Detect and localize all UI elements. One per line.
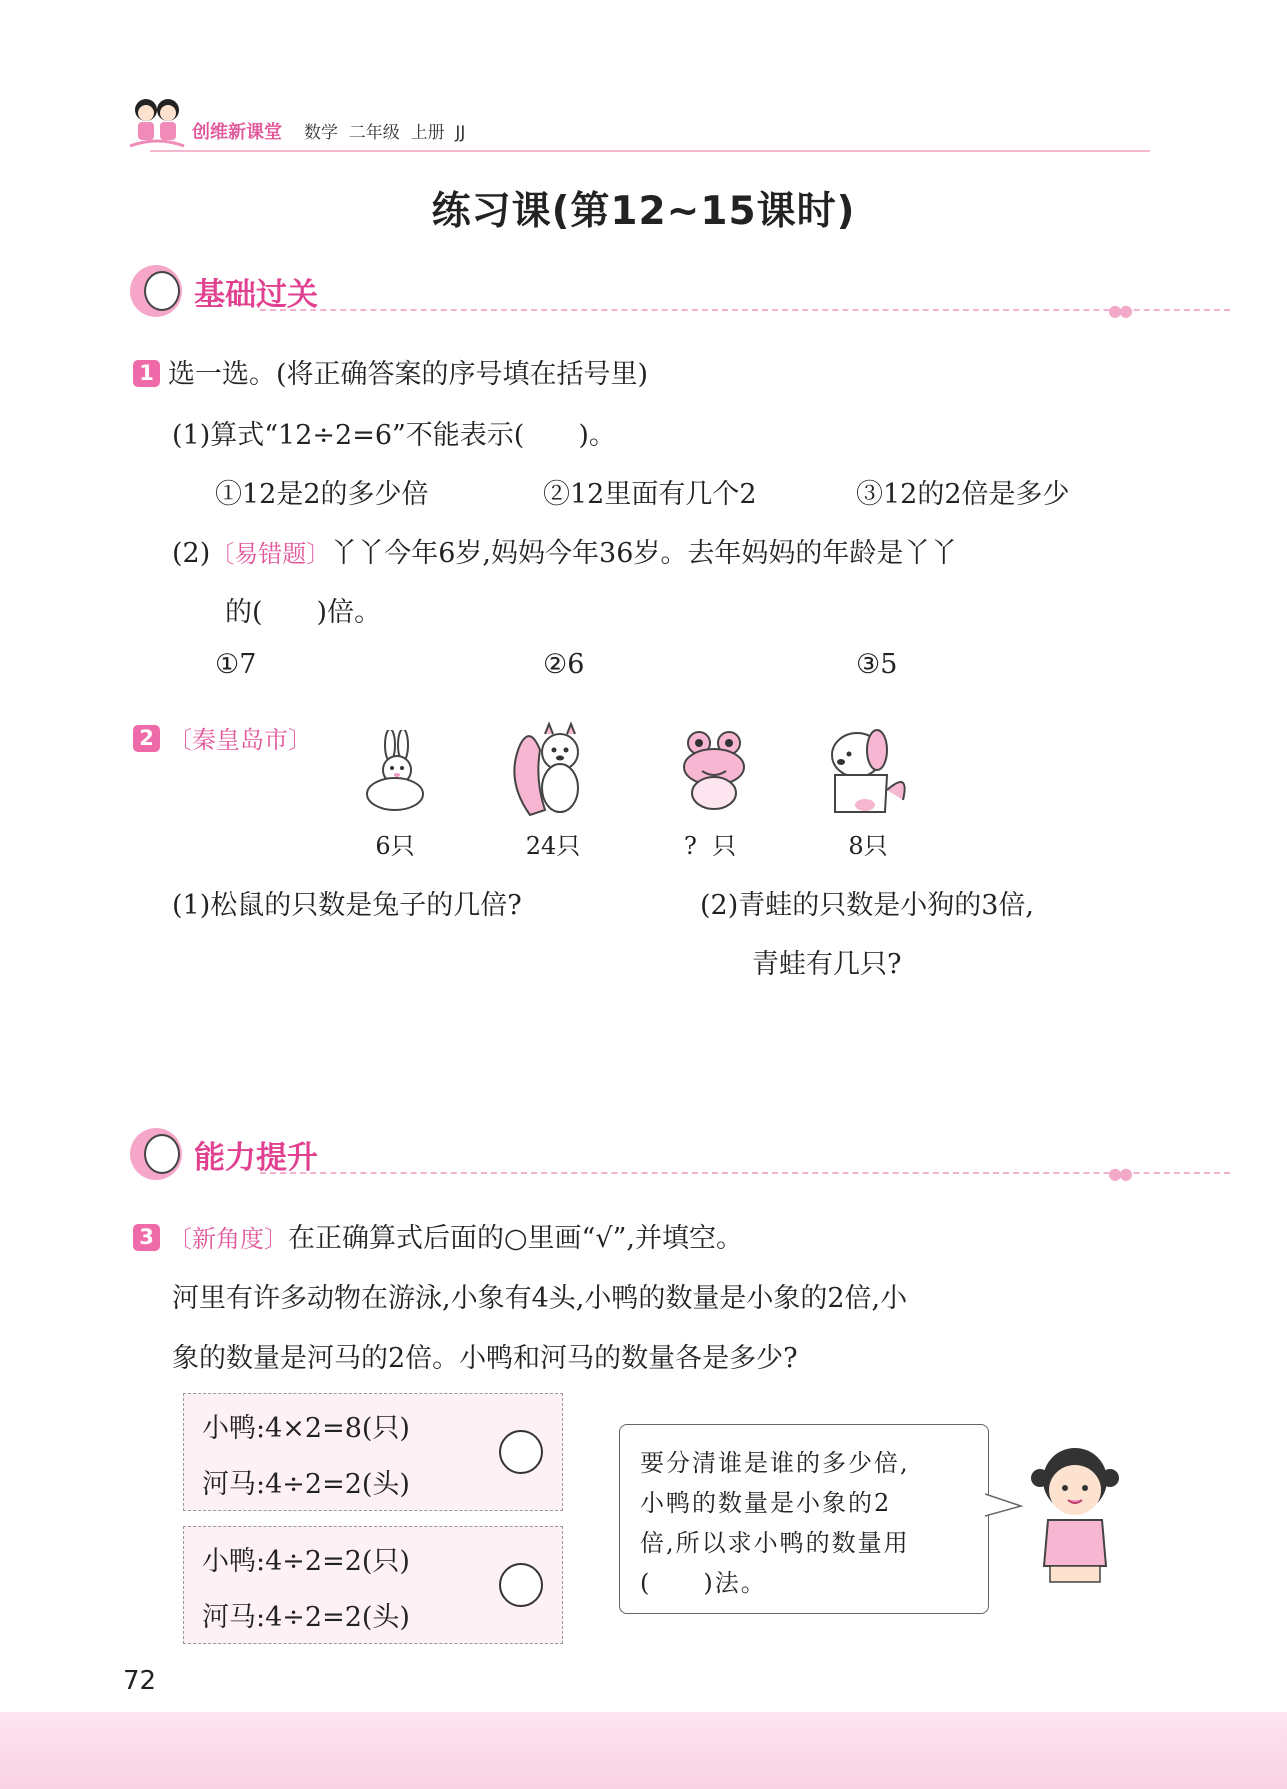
box-line: 小鸭:4÷2=2(只) xyxy=(202,1546,410,1577)
q1-part2-option-3: ③5 xyxy=(856,649,898,680)
q1-part2-stem-cont: 的( )倍。 xyxy=(225,597,382,628)
new-angle-tag: 〔新角度〕 xyxy=(168,1225,288,1253)
section-header-basic xyxy=(130,265,1130,320)
q2-sub1: (1)松鼠的只数是兔子的几倍? xyxy=(172,890,522,921)
animal-count: 24只 xyxy=(525,832,581,860)
q1-part2-option-2: ②6 xyxy=(543,649,585,680)
frog-icon xyxy=(672,725,757,815)
squirrel-icon xyxy=(505,720,600,820)
q1-part1-option-1: ①12是2的多少倍 xyxy=(215,479,429,510)
q1-part1-option-3: ③12的2倍是多少 xyxy=(856,479,1070,510)
mistake-tag: 〔易错题〕 xyxy=(210,540,331,568)
box-line: 河马:4÷2=2(头) xyxy=(202,1469,410,1500)
animal-count: 6只 xyxy=(375,832,415,860)
hint-line: 小鸭的数量是小象的2 xyxy=(640,1489,892,1517)
q3-text-line1: 河里有许多动物在游泳,小象有4头,小鸭的数量是小象的2倍,小 xyxy=(172,1283,908,1314)
region-tag: 〔秦皇岛市〕 xyxy=(168,726,312,754)
section-title: 能力提升 xyxy=(194,1140,318,1176)
dots-decoration-icon: ●● xyxy=(1108,1164,1130,1183)
hint-line: ( )法。 xyxy=(640,1569,767,1597)
rabbit-icon xyxy=(355,730,440,815)
animal-count: ? 只 xyxy=(683,832,737,860)
q1-part1-stem: (1)算式“12÷2=6”不能表示( )。 xyxy=(172,420,616,451)
q2-sub2: (2)青蛙的只数是小狗的3倍, xyxy=(700,890,1035,921)
hint-line: 倍,所以求小鸭的数量用 xyxy=(640,1529,910,1557)
header-logo xyxy=(126,92,188,154)
q1-part1-option-2: ②12里面有几个2 xyxy=(543,479,757,510)
bubble-tail-icon xyxy=(985,1492,1025,1526)
header-subtitle: 数学 二年级 上册 JJ xyxy=(304,123,466,143)
box-line: 河马:4÷2=2(头) xyxy=(202,1602,410,1633)
section-mascot-icon xyxy=(130,1128,182,1180)
section-rule xyxy=(260,1172,1230,1174)
q1-prompt: 1 选一选。(将正确答案的序号填在括号里) xyxy=(133,352,648,391)
check-circle[interactable] xyxy=(499,1563,543,1607)
q1-part2-option-1: ①7 xyxy=(215,649,257,680)
dog-icon xyxy=(815,720,915,820)
page-number: 72 xyxy=(123,1666,157,1696)
answer-box-2 xyxy=(183,1526,563,1644)
section-mascot-icon xyxy=(130,265,182,317)
footer-band xyxy=(0,1712,1287,1789)
answer-box-1 xyxy=(183,1393,563,1511)
check-circle[interactable] xyxy=(499,1430,543,1474)
q2-header xyxy=(133,720,312,755)
hint-line: 要分清谁是谁的多少倍, xyxy=(640,1449,910,1477)
q2-sub2-cont: 青蛙有几只? xyxy=(752,949,902,980)
animal-count: 8只 xyxy=(848,832,888,860)
section-rule xyxy=(260,309,1230,311)
section-title: 基础过关 xyxy=(194,277,318,313)
kids-logo-icon xyxy=(126,92,188,154)
q3-prompt: 3 〔新角度〕在正确算式后面的○里画“√”,并填空。 xyxy=(133,1216,743,1255)
dots-decoration-icon: ●● xyxy=(1108,301,1130,320)
hint-bubble xyxy=(619,1424,989,1614)
question-number: 1 xyxy=(133,360,160,387)
box-line: 小鸭:4×2=8(只) xyxy=(202,1413,410,1444)
header-brand: 创维新课堂 xyxy=(192,122,282,143)
question-number: 3 xyxy=(133,1224,160,1251)
girl-icon xyxy=(1020,1438,1130,1588)
section-header-advanced xyxy=(130,1128,1130,1183)
q1-part2-stem: (2)〔易错题〕丫丫今年6岁,妈妈今年36岁。去年妈妈的年龄是丫丫 xyxy=(172,538,958,569)
q3-text-line2: 象的数量是河马的2倍。小鸭和河马的数量各是多少? xyxy=(172,1343,798,1374)
page-title: 练习课(第12~15课时) xyxy=(431,189,856,234)
header-divider xyxy=(150,150,1150,152)
question-number: 2 xyxy=(133,725,160,752)
